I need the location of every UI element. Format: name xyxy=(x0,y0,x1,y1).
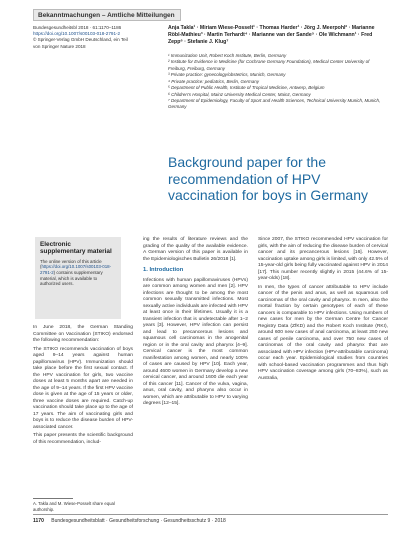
meta-citation: Bundesgesundheitsbl 2018 · 61:1170–1186 xyxy=(33,25,122,30)
author-list: Anja Takla¹ · Miriam Wiese-Posselt¹ · Thomas Harder¹ · Jörg J. Meerpohl² · Marianne Röbl-Mathieu³ · Martin Terhardt⁴ · Marianne van der Sande⁵ · Ole Wichmann¹ · Fred Zepp⁶ · Stefanie J. Klug⁷ xyxy=(168,25,375,45)
affiliation-item: ⁷ Department of Epidemiology, Faculty of Sport and Health Sciences, Technical University Munich, Munich, Germany xyxy=(168,98,381,110)
page-footer xyxy=(33,518,388,525)
affiliation-item: ⁴ Private practice: pediatrics, Berlin, Germany xyxy=(168,78,259,84)
body-column-1 xyxy=(33,325,133,448)
meta-copyright: © Springer-Verlag GmbH Deutschland, ein Teil xyxy=(33,37,128,43)
supplementary-heading: Electronic supplementary material xyxy=(40,241,112,256)
supplementary-doi-link[interactable]: https://doi.org/10.1007/s00103-018-2791-2 xyxy=(40,264,112,275)
paragraph: This paper presents the scientific background of this recommendation, includ- xyxy=(33,433,133,445)
footnote-divider xyxy=(33,498,73,499)
section-heading-introduction: 1. Introduction xyxy=(143,267,184,273)
affiliation-item: ¹ Immunization Unit, Robert Koch Institute, Berlin, Germany xyxy=(168,53,287,58)
affiliation-item: ⁶ Children's Hospital, Mainz University Medical Center, Mainz, Germany xyxy=(168,91,311,97)
affiliation-item: ³ Private practice: gynecology/obstetrics, Munich, Germany xyxy=(168,72,286,78)
section-header-tag: Bekanntmachungen – Amtliche Mitteilungen xyxy=(33,9,181,21)
footnote: A. Takla and M. Wiese-Posselt share equal authorship. xyxy=(33,501,115,512)
affiliation-item: ⁵ Department of Public Health, Institute of Tropical Medicine, Antwerp, Belgium xyxy=(168,85,325,91)
paragraph: In men, the types of cancer attributable to HPV include cancer of the penis and anus, as well as squamous cell carcinomas of the oral cavity and pharynx. In men, also the mortal fraction by certain genotypes of each of these cancers is comparable to HPV infections. Using numbers of new cases for men by the German Centre for Cancer Registry Data (ZfKD) and the Robert Koch Institute (RKI), around 600 new cases of anal carcinoma, at least 250 new cases of penile carcinoma, and over 750 new cases of carcinomas of the oral cavity and pharynx that are associated with HPV infection (HPV-attributable carcinoma) occur each year. Epidemiological studies from countries with school-based vaccination programmes and thus high HPV vaccination coverage among girls (70–83%), such as Australia, xyxy=(258,284,388,381)
paragraph: ing the results of literature reviews and the grading of the quality of the available evidence. A German version of this paper is available in the Epidemiologisches Bulletin 26/2018 [1]. xyxy=(143,237,248,262)
paragraph: Since 2007, the STIKO recommended HPV vaccination for girls, with the aim of reducing the disease burden of cervical cancer and its precancerous lesions [16]. However, vaccination uptake among girls is limited, with only 42.5% of 15-year-old girls being fully vaccinated against HPV in 2014 [17]. This number recently slightly in 2015 (44.6% of 15-year-olds) [18]. xyxy=(258,237,388,281)
affiliations xyxy=(168,53,383,111)
paragraph: The STIKO recommends vaccination of boys aged 9–14 years against human papillomavirus (HPV). Immunization should take place before the first sexual contact. If the HPV vaccination for girls, two vaccine doses at least 5 months apart are needed in the age of 9–14 years. If the first HPV vaccine dose is given at the age of 15 years or older, three vaccine doses are required. Catch-up vaccination should take place up to the age of 17 years. The aim of vaccinating girls and boys is to reduce the disease burden of HPV-associated cancer. xyxy=(33,346,133,430)
affiliation-item: ² Institute for Evidence in Medicine (for Cochrane Germany Foundation), Medical Center University of Freiburg, Freiburg, Germany xyxy=(168,59,370,71)
meta-publisher: von Springer Nature 2018 xyxy=(33,43,86,49)
meta-doi-link[interactable]: https://doi.org/10.1007/s00103-018-2791-2 xyxy=(33,31,121,37)
paragraph: In June 2018, the German Standing Committee on Vaccination (STIKO) endorsed the following recommendation: xyxy=(33,325,133,343)
paragraph: Infections with human papillomaviruses (HPVs) are common among women and men [2]. HPV infections are thought to be among the most common sexually transmitted infections. Most sexually active individuals are infected with HPV at least once in their lifetimes. Usually it is a transient infection that is undetectable after 1–2 years [3]. However, HPV infection can persist and lead to precancerous lesions and squamous cell carcinomas in the anogenital region or in the oral cavity and pharynx [4–9]. Cervical cancer is the most common manifestation among women, and nearly 100% of cases are caused by HPV [10]. Each year, around 4600 women in Germany develop a new cervical cancer, and around 1600 die each year of this cancer [11]. Cancer of the vulva, vagina, anus, oral cavity, and pharynx also occur in women, which are attributable to HPV to varying degrees [12–15]. xyxy=(143,277,248,406)
journal-name: Bundesgesundheitsblatt · Gesundheitsforschung · Gesundheitsschutz 9 · 2018 xyxy=(51,518,226,524)
supplementary-material-box xyxy=(35,237,121,319)
footer-divider xyxy=(33,514,388,515)
article-title: Background paper for the recommendation of HPV vaccination for boys in Germany xyxy=(168,154,368,203)
body-column-2 xyxy=(143,237,248,410)
body-column-3 xyxy=(258,237,388,384)
supplementary-text: The online version of this article (https://doi.org/10.1007/s00103-018-2791-2) contains supplementary material, which is available to authorized users. xyxy=(40,258,112,287)
page-number: 1170 xyxy=(33,518,44,524)
article-meta xyxy=(33,25,153,50)
